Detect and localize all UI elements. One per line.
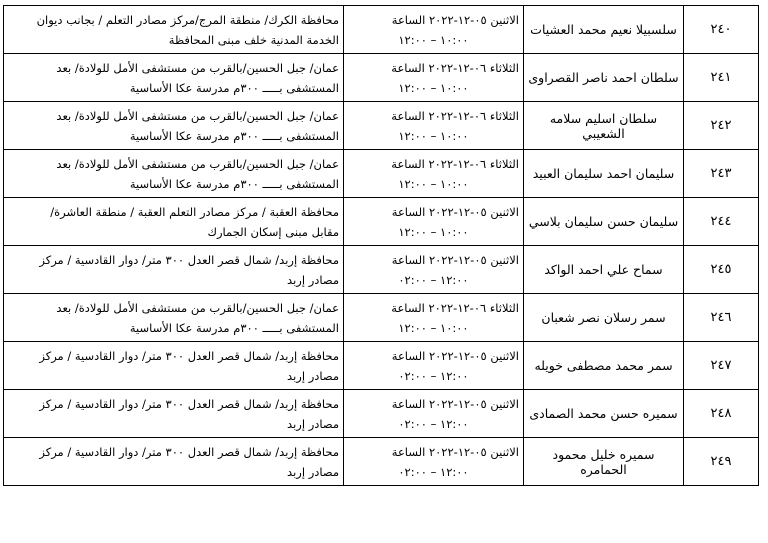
table-body — [4, 6, 759, 486]
row-number-cell: ٢٤٠ — [684, 6, 759, 54]
name-cell: سمر محمد مصطفى خويله — [524, 342, 684, 390]
date-text: الاثنين ٠٥-١٢-٢٠٢٢ الساعة — [391, 12, 519, 27]
date-cell — [344, 342, 524, 390]
location-line-2: الخدمة المدنية خلف مبنى المحافظة — [168, 32, 339, 47]
location-line-1: عمان/ جبل الحسين/بالقرب من مستشفى الأمل للولادة/ بعد — [56, 156, 339, 171]
table-row — [4, 150, 759, 198]
time-range: ١٢:٠٠ – ٠٢:٠٠ — [398, 368, 469, 383]
table-row — [4, 342, 759, 390]
location-line-1: محافظة إربد/ شمال قصر العدل ٣٠٠ متر/ دوار القادسية / مركز — [39, 396, 339, 411]
name-cell: سميره خليل محمود الحمامره — [524, 438, 684, 486]
location-cell — [4, 390, 344, 438]
date-cell — [344, 294, 524, 342]
location-line-2: مصادر إربد — [287, 272, 339, 287]
date-text: الاثنين ٠٥-١٢-٢٠٢٢ الساعة — [391, 444, 519, 459]
location-line-2: مصادر إربد — [287, 368, 339, 383]
name-cell: سليمان احمد سليمان العبيد — [524, 150, 684, 198]
time-range: ١٢:٠٠ – ٠٢:٠٠ — [398, 272, 469, 287]
exam-schedule-table — [3, 5, 759, 486]
time-range: ١٠:٠٠ – ١٢:٠٠ — [398, 32, 469, 47]
location-cell — [4, 246, 344, 294]
date-text: الثلاثاء ٠٦-١٢-٢٠٢٢ الساعة — [391, 156, 519, 171]
time-range: ١٠:٠٠ – ١٢:٠٠ — [398, 224, 469, 239]
name-cell: سلطان احمد ناصر القصراوى — [524, 54, 684, 102]
date-cell — [344, 54, 524, 102]
location-line-1: عمان/ جبل الحسين/بالقرب من مستشفى الأمل للولادة/ بعد — [56, 300, 339, 315]
location-line-1: محافظة الكرك/ منطقة المرج/مركز مصادر التعلم / بجانب ديوان — [36, 12, 339, 27]
location-cell — [4, 198, 344, 246]
table-row — [4, 294, 759, 342]
table-row — [4, 6, 759, 54]
location-line-2: مصادر إربد — [287, 464, 339, 479]
location-line-2: المستشفى بـــــ ٣٠٠م مدرسة عكا الأساسية — [129, 128, 339, 143]
row-number-cell: ٢٤٦ — [684, 294, 759, 342]
date-cell — [344, 438, 524, 486]
row-number-cell: ٢٤٢ — [684, 102, 759, 150]
name-cell: سلسبيلا نعيم محمد العشيات — [524, 6, 684, 54]
location-cell — [4, 294, 344, 342]
row-number-cell: ٢٤٣ — [684, 150, 759, 198]
time-range: ١٢:٠٠ – ٠٢:٠٠ — [398, 464, 469, 479]
location-cell — [4, 342, 344, 390]
location-line-1: محافظة إربد/ شمال قصر العدل ٣٠٠ متر/ دوار القادسية / مركز — [39, 444, 339, 459]
date-cell — [344, 198, 524, 246]
location-line-2: مصادر إربد — [287, 416, 339, 431]
row-number-cell: ٢٤٤ — [684, 198, 759, 246]
date-cell — [344, 246, 524, 294]
date-cell — [344, 390, 524, 438]
location-line-2: مقابل مبنى إسكان الجمارك — [207, 224, 339, 239]
table-row — [4, 198, 759, 246]
location-line-2: المستشفى بـــــ ٣٠٠م مدرسة عكا الأساسية — [129, 176, 339, 191]
row-number-cell: ٢٤٩ — [684, 438, 759, 486]
location-cell — [4, 150, 344, 198]
date-text: الثلاثاء ٠٦-١٢-٢٠٢٢ الساعة — [391, 300, 519, 315]
row-number-cell: ٢٤٧ — [684, 342, 759, 390]
date-cell — [344, 102, 524, 150]
name-cell: سميره حسن محمد الصمادى — [524, 390, 684, 438]
location-line-1: محافظة إربد/ شمال قصر العدل ٣٠٠ متر/ دوار القادسية / مركز — [39, 348, 339, 363]
row-number-cell: ٢٤١ — [684, 54, 759, 102]
name-cell: سماح علي احمد الواكد — [524, 246, 684, 294]
row-number-cell: ٢٤٨ — [684, 390, 759, 438]
name-cell: سليمان حسن سليمان بلاسي — [524, 198, 684, 246]
date-text: الثلاثاء ٠٦-١٢-٢٠٢٢ الساعة — [391, 60, 519, 75]
location-line-1: عمان/ جبل الحسين/بالقرب من مستشفى الأمل للولادة/ بعد — [56, 60, 339, 75]
date-text: الاثنين ٠٥-١٢-٢٠٢٢ الساعة — [391, 348, 519, 363]
table-row — [4, 246, 759, 294]
location-cell — [4, 54, 344, 102]
time-range: ١٠:٠٠ – ١٢:٠٠ — [398, 320, 469, 335]
row-number-cell: ٢٤٥ — [684, 246, 759, 294]
date-text: الاثنين ٠٥-١٢-٢٠٢٢ الساعة — [391, 252, 519, 267]
location-line-1: عمان/ جبل الحسين/بالقرب من مستشفى الأمل للولادة/ بعد — [56, 108, 339, 123]
time-range: ١٠:٠٠ – ١٢:٠٠ — [398, 128, 469, 143]
location-cell — [4, 438, 344, 486]
time-range: ١٠:٠٠ – ١٢:٠٠ — [398, 80, 469, 95]
table-row — [4, 438, 759, 486]
time-range: ١٠:٠٠ – ١٢:٠٠ — [398, 176, 469, 191]
location-line-2: المستشفى بـــــ ٣٠٠م مدرسة عكا الأساسية — [129, 320, 339, 335]
table-row — [4, 390, 759, 438]
table-row — [4, 54, 759, 102]
time-range: ١٢:٠٠ – ٠٢:٠٠ — [398, 416, 469, 431]
location-cell — [4, 6, 344, 54]
date-cell — [344, 150, 524, 198]
location-cell — [4, 102, 344, 150]
name-cell: سمر رسلان نصر شعبان — [524, 294, 684, 342]
date-text: الاثنين ٠٥-١٢-٢٠٢٢ الساعة — [391, 396, 519, 411]
location-line-1: محافظة إربد/ شمال قصر العدل ٣٠٠ متر/ دوار القادسية / مركز — [39, 252, 339, 267]
name-cell: سلطان اسليم سلامه الشعيبي — [524, 102, 684, 150]
date-text: الاثنين ٠٥-١٢-٢٠٢٢ الساعة — [391, 204, 519, 219]
date-cell — [344, 6, 524, 54]
date-text: الثلاثاء ٠٦-١٢-٢٠٢٢ الساعة — [391, 108, 519, 123]
location-line-2: المستشفى بـــــ ٣٠٠م مدرسة عكا الأساسية — [129, 80, 339, 95]
location-line-1: محافظة العقبة / مركز مصادر التعلم العقبة / منطقة العاشرة/ — [50, 204, 339, 219]
table-row — [4, 102, 759, 150]
